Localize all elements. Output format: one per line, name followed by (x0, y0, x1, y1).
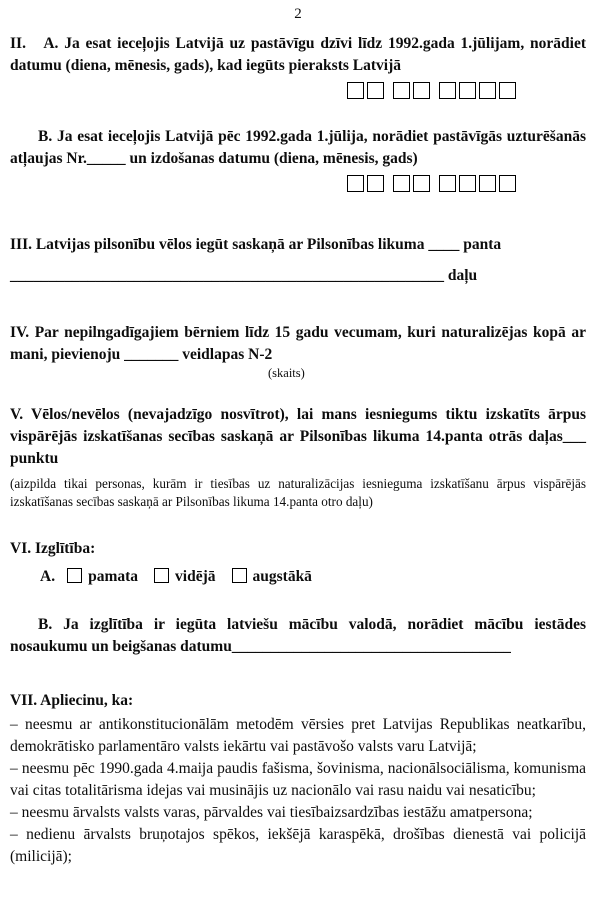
declaration-item: – nedienu ārvalsts bruņotajos spēkos, iekšējā karaspēkā, drošības dienestā vai policijā (milicijā); (10, 826, 586, 865)
education-level-row (40, 566, 586, 588)
date-checkbox[interactable] (413, 82, 430, 99)
education-checkbox[interactable] (232, 568, 247, 583)
section-iia-text: II. A. Ja esat ieceļojis Latvijā uz pastāvīgu dzīvi līdz 1992.gada 1.jūlijam, norādiet datumu (diena, mēnesis, gads), kad iegūts pieraksts Latvijā (10, 35, 586, 74)
declaration-item: – neesmu ārvalsts valsts varas, pārvaldes vai tiesībaizsardzības iestāžu amatpersona; (10, 804, 533, 821)
date-box-group (347, 82, 384, 99)
date-checkbox-row-iia (10, 82, 516, 99)
date-checkbox[interactable] (479, 82, 496, 99)
date-checkbox-row-iib (10, 175, 516, 192)
date-checkbox[interactable] (347, 175, 364, 192)
date-checkbox[interactable] (347, 82, 364, 99)
date-checkbox[interactable] (439, 175, 456, 192)
section-iv-text: IV. Par nepilngadīgajiem bērniem līdz 15 gadu vecumam, kuri naturalizējas kopā ar mani, pievienoju _______ veidlapas N-2 (10, 324, 586, 363)
declaration-item: – neesmu ar antikonstitucionālām metodēm vērsies pret Latvijas Republikas neatkarību, demokrātisko parlamentāro valsts iekārtu vai pastāvošo valsts varu Latvijā; (10, 716, 586, 755)
declaration-item: – neesmu pēc 1990.gada 4.maija paudis fašisma, šovinisma, nacionālsociālisma, komunisma vai citas totalitārisma idejas vai musinājis uz nacionālo vai rasu naidu vai nesaticību; (10, 760, 586, 799)
section-vi-title: VI. Izglītība: (10, 540, 96, 557)
date-checkbox[interactable] (393, 82, 410, 99)
education-option (232, 566, 312, 588)
date-checkbox[interactable] (439, 82, 456, 99)
section-vii-title: VII. Apliecinu, ka: (10, 692, 134, 709)
date-checkbox[interactable] (367, 175, 384, 192)
skaits-caption: (skaits) (268, 366, 305, 380)
date-checkbox[interactable] (499, 82, 516, 99)
date-box-group (347, 175, 384, 192)
section-iii-line2: ________________________________________________________ daļu (10, 267, 478, 284)
section-iib-text: B. Ja esat ieceļojis Latvijā pēc 1992.gada 1.jūlija, norādiet pastāvīgās uzturēšanās atļaujas Nr._____ un izdošanas datumu (diena, mēnesis, gads) (10, 128, 586, 167)
education-checkbox[interactable] (154, 568, 169, 583)
section-vib-text: B. Ja izglītība ir iegūta latviešu mācību valodā, norādiet mācību iestādes nosaukumu un beigšanas datumu____________________________________ (10, 616, 586, 655)
education-options (67, 566, 312, 588)
date-checkbox[interactable] (393, 175, 410, 192)
education-option-label: augstākā (252, 568, 312, 585)
education-a-label: A. (40, 568, 56, 585)
date-box-group (393, 175, 430, 192)
date-checkbox[interactable] (459, 82, 476, 99)
education-checkbox[interactable] (67, 568, 82, 583)
section-v-text: V. Vēlos/nevēlos (nevajadzīgo nosvītrot), lai mans iesniegums tiktu izskatīts ārpus vispārējās izskatīšanas secības saskaņā ar Pilsonības likuma 14.panta otrās daļas___ punktu (10, 406, 586, 467)
education-option (67, 566, 138, 588)
section-v-note: (aizpilda tikai personas, kurām ir tiesības uz naturalizācijas iesnieguma izskatīšanu ārpus vispārējās izskatīšanas secības saskaņā ar Pilsonības likuma 14.panta otro daļu) (10, 476, 586, 509)
education-option-label: pamata (88, 568, 139, 585)
date-checkbox[interactable] (413, 175, 430, 192)
date-checkbox[interactable] (499, 175, 516, 192)
date-box-group (439, 82, 516, 99)
declaration-list (10, 714, 586, 868)
education-option-label: vidējā (175, 568, 216, 585)
date-box-group (439, 175, 516, 192)
date-checkbox[interactable] (479, 175, 496, 192)
education-option (154, 566, 215, 588)
date-checkbox[interactable] (367, 82, 384, 99)
date-box-group (393, 82, 430, 99)
section-iii-line1: III. Latvijas pilsonību vēlos iegūt saskaņā ar Pilsonības likuma ____ panta (10, 236, 502, 253)
page-number: 2 (294, 6, 302, 22)
date-checkbox[interactable] (459, 175, 476, 192)
